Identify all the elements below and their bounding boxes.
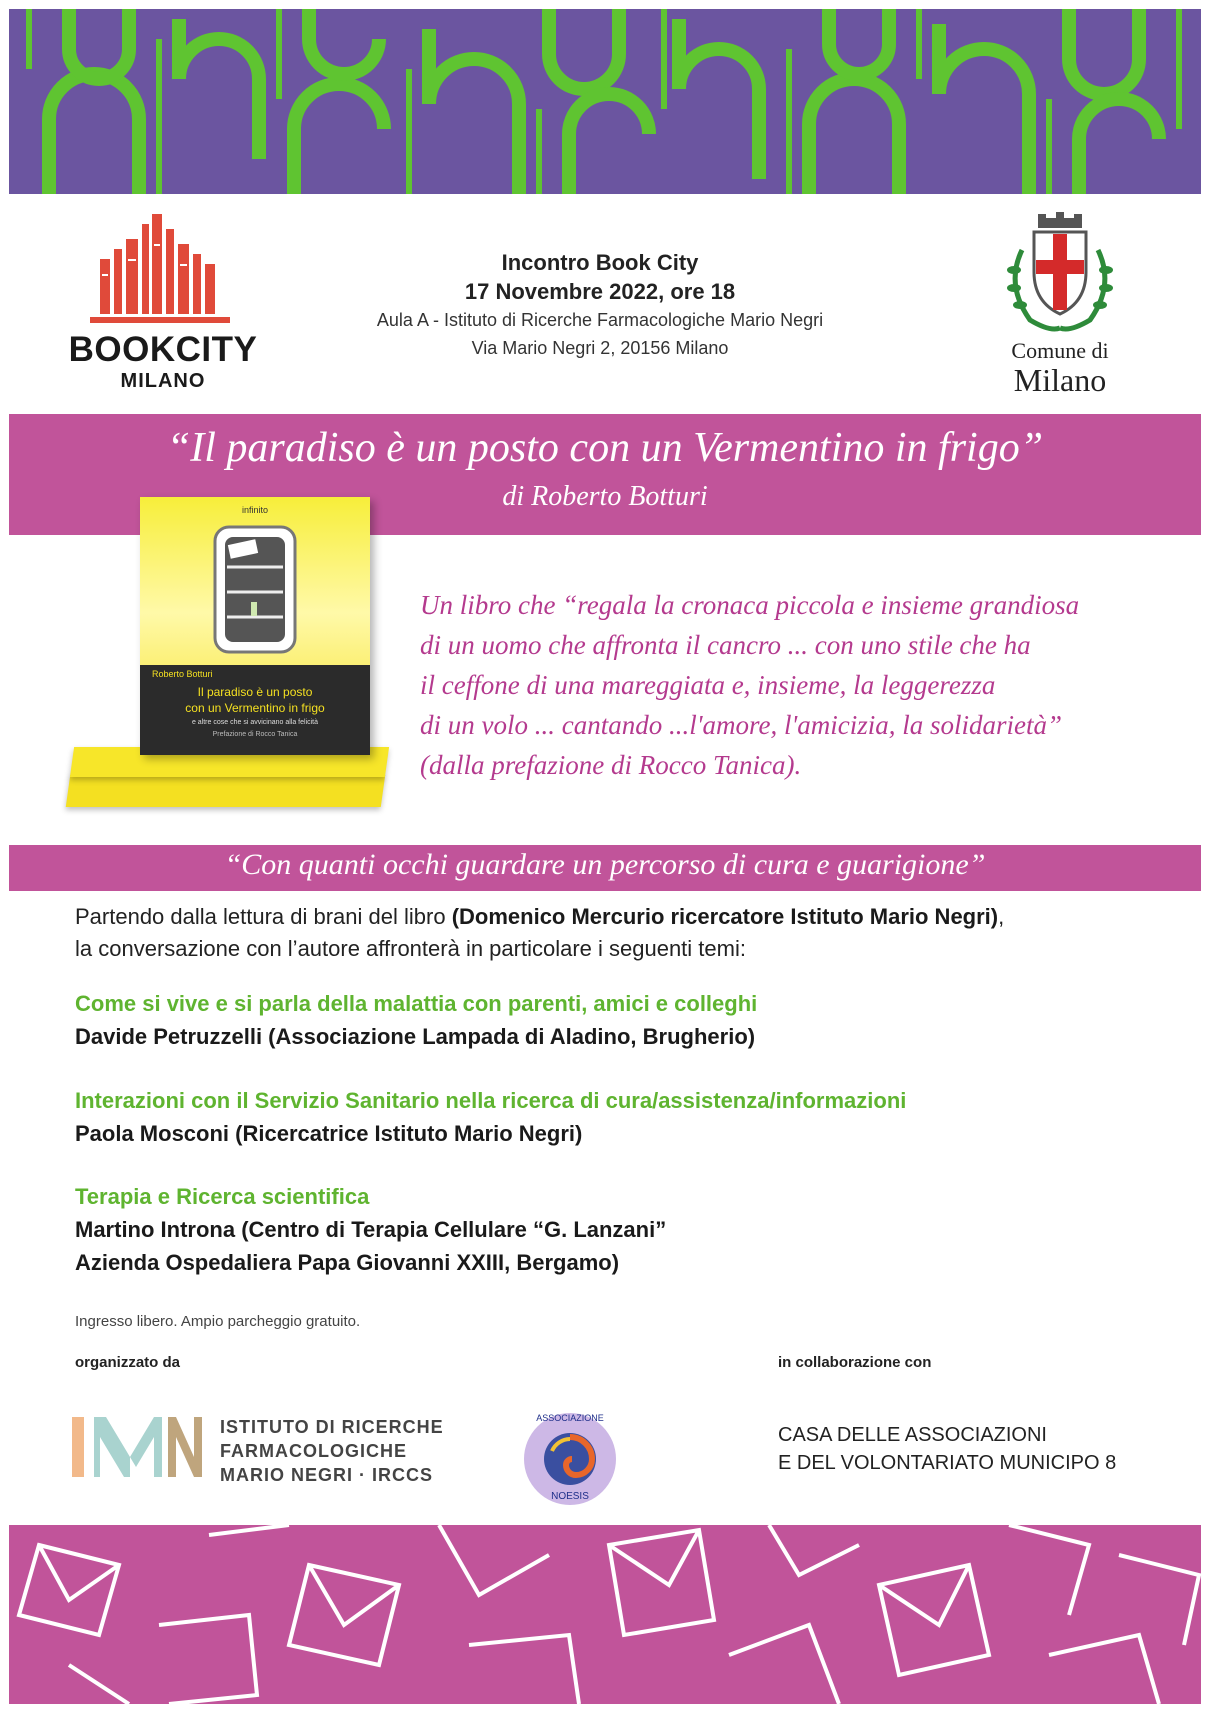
- event-address: Via Mario Negri 2, 20156 Milano: [471, 338, 729, 358]
- imn-logo: [72, 1417, 202, 1477]
- comune-milano-crest: [1000, 210, 1120, 335]
- intro-paragraph: [75, 901, 1175, 965]
- quote-line: di un volo ... cantando ...l'amore, l'amicizia, la solidarietà”: [420, 710, 1063, 740]
- quote-line: il ceffone di una mareggiata e, insieme, la leggerezza: [420, 670, 996, 700]
- imn-monogram-icon: [72, 1417, 202, 1477]
- comune-city: Milano: [1013, 362, 1107, 398]
- cover-publisher: infinito: [241, 505, 268, 515]
- envelope-pattern-graphic: [9, 1525, 1201, 1704]
- imn-line: FARMACOLOGICHE: [220, 1441, 407, 1461]
- fridge-icon: [195, 522, 315, 657]
- event-venue: Aula A - Istituto di Ricerche Farmacologiche Mario Negri: [376, 310, 824, 330]
- noesis-bottom-text: NOESIS: [551, 1491, 589, 1502]
- intro-moderator: (Domenico Mercurio ricercatore Istituto Mario Negri): [451, 904, 999, 929]
- cover-author: Roberto Botturi: [152, 669, 213, 679]
- bookcity-logo: [90, 214, 230, 329]
- quote-line: di un uomo che affronta il cancro ... con uno stile che ha: [420, 630, 1031, 660]
- organized-by-label: organizzato da: [75, 1354, 181, 1371]
- quote-line: Un libro che “regala la cronaca piccola e insieme grandiosa: [420, 590, 1080, 620]
- intro-comma: ,: [998, 904, 1005, 929]
- book-cover-image: [68, 497, 388, 817]
- cover-dark-panel: [140, 665, 370, 755]
- event-date: 17 Novembre 2022, ore 18: [464, 279, 736, 304]
- intro-line2: la conversazione con l’autore affronterà in particolare i seguenti temi:: [75, 936, 746, 961]
- theme-speaker: Martino Introna (Centro di Terapia Cellulare “G. Lanzani”: [75, 1217, 667, 1242]
- quote-line: (dalla prefazione di Rocco Tanica).: [420, 750, 802, 780]
- theme-speaker: Davide Petruzzelli (Associazione Lampada di Aladino, Brugherio): [75, 1024, 756, 1049]
- imn-line: MARIO NEGRI · IRCCS: [220, 1465, 434, 1485]
- event-title: Incontro Book City: [501, 250, 699, 275]
- bookcity-subword: MILANO: [120, 370, 206, 392]
- imn-line: ISTITUTO DI RICERCHE: [220, 1417, 444, 1437]
- cover-preface: Prefazione di Rocco Tanica: [212, 731, 298, 738]
- book-stack-lower: [66, 775, 385, 807]
- book-title: “Il paradiso è un posto con un Vermentino in frigo”: [166, 425, 1044, 471]
- book-front-cover: [140, 497, 370, 755]
- comune-word: Comune di: [1011, 338, 1109, 363]
- bookcity-books-icon: [90, 214, 230, 329]
- imn-name: [220, 1415, 480, 1487]
- bottom-decorative-band: [9, 1525, 1201, 1704]
- theme-title: Terapia e Ricerca scientifica: [75, 1184, 370, 1209]
- cover-title-line1: Il paradiso è un posto: [197, 685, 313, 699]
- book-quote: [420, 585, 1180, 785]
- casa-line: CASA DELLE ASSOCIAZIONI: [778, 1424, 1047, 1446]
- theme-speaker-line2: Azienda Ospedaliera Papa Giovanni XXIII, Bergamo): [75, 1250, 620, 1275]
- theme-title: Interazioni con il Servizio Sanitario nella ricerca di cura/assistenza/informazioni: [75, 1088, 907, 1113]
- arch-pattern-graphic: [9, 9, 1201, 194]
- top-decorative-band: [9, 9, 1201, 194]
- collaboration-label: in collaborazione con: [778, 1354, 932, 1371]
- noesis-logo: [522, 1411, 618, 1507]
- theme-speaker: Paola Mosconi (Ricercatrice Istituto Mario Negri): [75, 1121, 583, 1146]
- bookcity-wordmark: BOOKCITY: [68, 330, 258, 369]
- theme-title: Come si vive e si parla della malattia con parenti, amici e colleghi: [75, 991, 758, 1016]
- entry-note: Ingresso libero. Ampio parcheggio gratuito.: [75, 1313, 361, 1330]
- noesis-top-text: ASSOCIAZIONE: [536, 1413, 604, 1423]
- intro-text: Partendo dalla lettura di brani del libro: [75, 904, 452, 929]
- casa-line: E DEL VOLONTARIATO MUNICIPO 8: [778, 1452, 1117, 1474]
- book-author: di Roberto Botturi: [502, 481, 708, 512]
- intro-line1: [75, 901, 1175, 933]
- cover-title-line2: con un Vermentino in frigo: [185, 701, 325, 715]
- event-subtitle: “Con quanti occhi guardare un percorso di cura e guarigione”: [224, 848, 986, 881]
- laurel-shield-icon: [1000, 210, 1120, 335]
- cover-subtitle: e altre cose che si avvicinano alla felicità: [191, 719, 319, 726]
- casa-associazioni: [778, 1421, 1178, 1477]
